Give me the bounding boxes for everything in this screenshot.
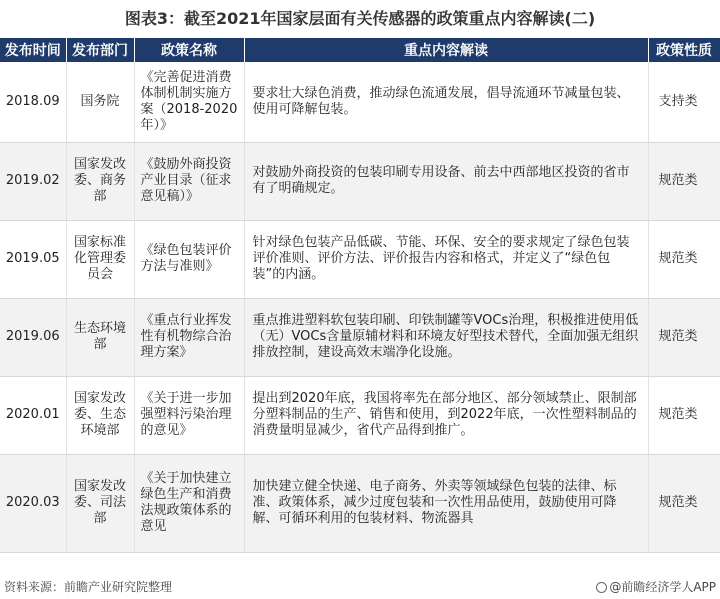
cell-dept: 国家标准化管理委员会: [66, 220, 134, 298]
cell-content: 加快建立健全快递、电子商务、外卖等领域绿色包装的法律、标准、政策体系，减少过度包装和一次性用品使用，鼓励使用可降解、可循环利用的包装材料、物流器具: [244, 454, 648, 552]
cell-content: 对鼓励外商投资的包装印刷专用设备、前去中西部地区投资的省市有了明确规定。: [244, 142, 648, 220]
cell-nature: 规范类: [648, 376, 720, 454]
cell-content: 要求壮大绿色消费，推动绿色流通发展，倡导流通环节减量包装、使用可降解包装。: [244, 62, 648, 142]
policy-table: [0, 38, 720, 553]
source-note: 资料来源：前瞻产业研究院整理: [4, 580, 173, 594]
cell-policy: 《关于进一步加强塑料污染治理的意见》: [134, 376, 244, 454]
table-row: [0, 376, 720, 454]
cell-nature: 规范类: [648, 454, 720, 552]
cell-dept: 生态环境部: [66, 298, 134, 376]
brand-logo-icon: [596, 582, 607, 593]
header-policy: 政策名称: [134, 38, 244, 62]
cell-policy: 《鼓励外商投资产业目录（征求意见稿）》: [134, 142, 244, 220]
brand-text: @前瞻经济学人APP: [609, 580, 716, 594]
table-row: [0, 454, 720, 552]
cell-content: 重点推进塑料软包装印刷、印铁制罐等VOCs治理，积极推进使用低（无）VOCs含量原辅材料和环境友好型技术替代，全面加强无组织排放控制，建设高效末端净化设施。: [244, 298, 648, 376]
table-row: [0, 142, 720, 220]
header-nature: 政策性质: [648, 38, 720, 62]
cell-policy: 《完善促进消费体制机制实施方案（2018-2020年）》: [134, 62, 244, 142]
cell-nature: 支持类: [648, 62, 720, 142]
cell-dept: 国家发改委、司法部: [66, 454, 134, 552]
cell-dept: 国家发改委、生态环境部: [66, 376, 134, 454]
cell-content: 针对绿色包装产品低碳、节能、环保、安全的要求规定了绿色包装评价准则、评价方法、评价报告内容和格式，并定义了“绿色包装”的内涵。: [244, 220, 648, 298]
table-header-row: [0, 38, 720, 62]
header-content: 重点内容解读: [244, 38, 648, 62]
cell-dept: 国家发改委、商务部: [66, 142, 134, 220]
cell-date: 2020.03: [0, 454, 66, 552]
header-dept: 发布部门: [66, 38, 134, 62]
cell-dept: 国务院: [66, 62, 134, 142]
header-date: 发布时间: [0, 38, 66, 62]
cell-date: 2018.09: [0, 62, 66, 142]
table-row: [0, 298, 720, 376]
cell-date: 2020.01: [0, 376, 66, 454]
cell-date: 2019.05: [0, 220, 66, 298]
cell-nature: 规范类: [648, 298, 720, 376]
cell-date: 2019.02: [0, 142, 66, 220]
cell-content: 提出到2020年底，我国将率先在部分地区、部分领域禁止、限制部分塑料制品的生产、销售和使用，到2022年底，一次性塑料制品的消费量明显减少，省代产品得到推广。: [244, 376, 648, 454]
chart-title: 图表3：截至2021年国家层面有关传感器的政策重点内容解读(二): [124, 9, 596, 28]
cell-policy: 《关于加快建立绿色生产和消费法规政策体系的意见: [134, 454, 244, 552]
table-row: [0, 220, 720, 298]
brand-attribution: [596, 578, 716, 595]
cell-policy: 《绿色包装评价方法与准则》: [134, 220, 244, 298]
cell-date: 2019.06: [0, 298, 66, 376]
cell-nature: 规范类: [648, 142, 720, 220]
table-row: [0, 62, 720, 142]
cell-policy: 《重点行业挥发性有机物综合治理方案》: [134, 298, 244, 376]
cell-nature: 规范类: [648, 220, 720, 298]
